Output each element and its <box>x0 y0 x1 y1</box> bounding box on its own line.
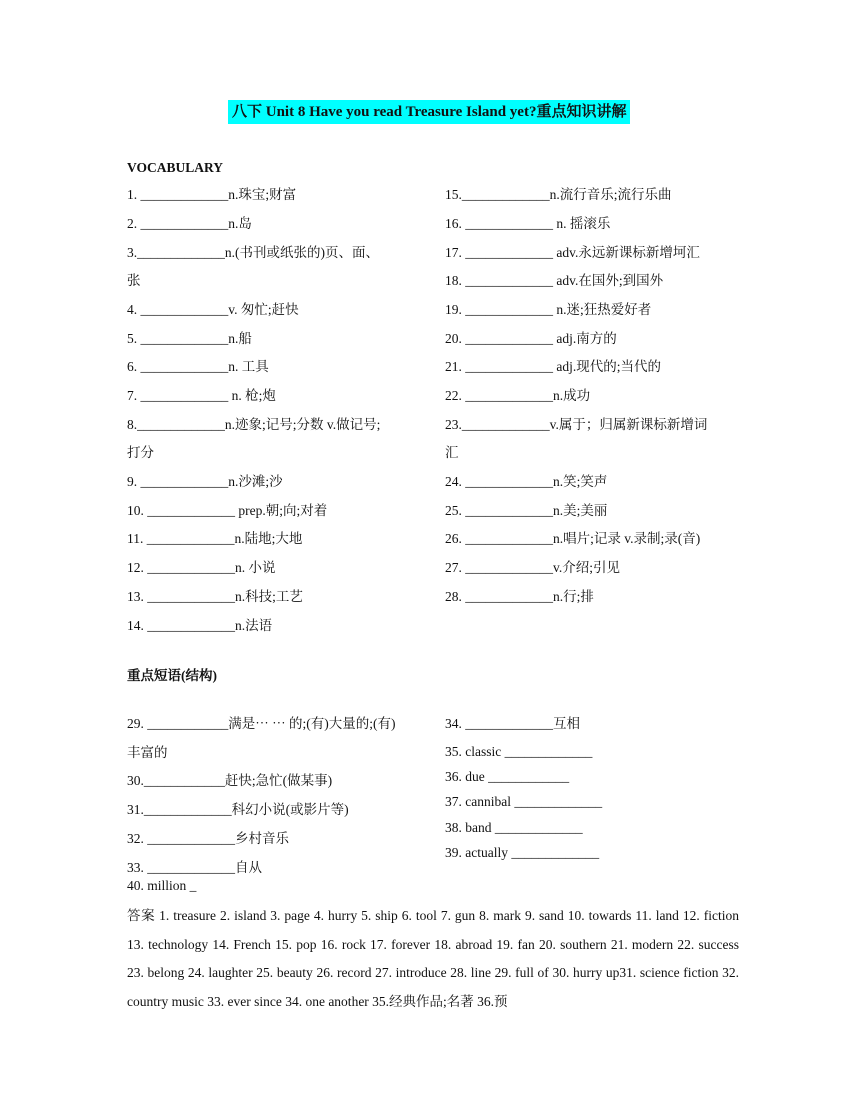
phrases-heading: 重点短语(结构) <box>127 668 217 683</box>
vocab-item: 1. _____________n.珠宝;财富 <box>127 187 297 202</box>
phrase-item: 33. _____________自从 <box>127 860 262 875</box>
vocab-item: 20. _____________ adj.南方的 <box>445 331 617 346</box>
vocab-item: 8._____________n.迹象;记号;分数 v.做记号; <box>127 417 381 432</box>
vocab-item: 9. _____________n.沙滩;沙 <box>127 474 283 489</box>
phrase-item-40: 40. million _ <box>127 878 197 893</box>
phrase-item: 30.____________赶快;急忙(做某事) <box>127 773 333 788</box>
vocab-item: 5. _____________n.船 <box>127 331 252 346</box>
phrase-item-cont: 丰富的 <box>127 745 168 760</box>
vocab-item: 13. _____________n.科技;工艺 <box>127 589 303 604</box>
phrase-item: 38. band _____________ <box>445 820 583 835</box>
vocab-item-cont: 张 <box>127 273 141 288</box>
vocab-item: 11. _____________n.陆地;大地 <box>127 531 303 546</box>
answer-key: 答案 1. treasure 2. island 3. page 4. hurry 5. ship 6. tool 7. gun 8. mark 9. sand 10. towards 11. land 12. fiction 13. technology 14. French 15. pop 16. rock 17. forever 18. abroad 19. fan 20. southern 21. modern 22. success 23. belong 24. laughter 25. beauty 26. record 27. introduce 28. line 29. full of 30. hurry up31. science fiction 32. country music 33. ever since 34. one another 35.经典作品;名著 36.预 <box>127 908 739 1009</box>
vocab-item: 4. _____________v. 匆忙;赶快 <box>127 302 299 317</box>
phrase-item: 35. classic _____________ <box>445 744 593 759</box>
vocab-item: 18. _____________ adv.在国外;到国外 <box>445 273 664 288</box>
vocab-item: 16. _____________ n. 摇滚乐 <box>445 216 611 231</box>
vocab-item: 6. _____________n. 工具 <box>127 359 269 374</box>
vocab-item: 14. _____________n.法语 <box>127 618 273 633</box>
vocab-item: 28. _____________n.行;排 <box>445 589 594 604</box>
vocab-item: 7. _____________ n. 枪;炮 <box>127 388 276 403</box>
vocab-item: 26. _____________n.唱片;记录 v.录制;录(音) <box>445 531 701 546</box>
vocab-item: 21. _____________ adj.现代的;当代的 <box>445 359 661 374</box>
phrase-item: 29. ____________满是⋯ ⋯ 的;(有)大量的;(有) <box>127 716 396 731</box>
vocab-item: 22. _____________n.成功 <box>445 388 591 403</box>
phrase-item: 34. _____________互相 <box>445 716 580 731</box>
page-title: 八下 Unit 8 Have you read Treasure Island yet?重点知识讲解 <box>228 100 630 124</box>
vocab-item: 27. _____________v.介绍;引见 <box>445 560 620 575</box>
phrase-item: 37. cannibal _____________ <box>445 794 603 809</box>
vocab-item: 25. _____________n.美;美丽 <box>445 503 608 518</box>
vocab-item: 15._____________n.流行音乐;流行乐曲 <box>445 187 672 202</box>
vocab-item: 12. _____________n. 小说 <box>127 560 276 575</box>
vocab-item: 3._____________n.(书刊或纸张的)页、面、 <box>127 245 379 260</box>
vocab-item: 10. _____________ prep.朝;向;对着 <box>127 503 328 518</box>
vocabulary-heading: VOCABULARY <box>127 160 224 175</box>
vocab-item: 19. _____________ n.迷;狂热爱好者 <box>445 302 652 317</box>
vocab-item-cont: 汇 <box>445 445 459 460</box>
vocab-item: 2. _____________n.岛 <box>127 216 252 231</box>
vocab-item: 17. _____________ adv.永远新课标新增坷汇 <box>445 245 700 260</box>
vocab-item: 24. _____________n.笑;笑声 <box>445 474 608 489</box>
vocab-item: 23._____________v.属于；归属新课标新增词 <box>445 417 708 432</box>
phrase-item: 32. _____________乡村音乐 <box>127 831 289 846</box>
vocab-item-cont: 打分 <box>127 445 154 460</box>
phrase-item: 36. due ____________ <box>445 769 570 784</box>
phrase-item: 31._____________科幻小说(或影片等) <box>127 802 349 817</box>
phrase-item: 39. actually _____________ <box>445 845 600 860</box>
